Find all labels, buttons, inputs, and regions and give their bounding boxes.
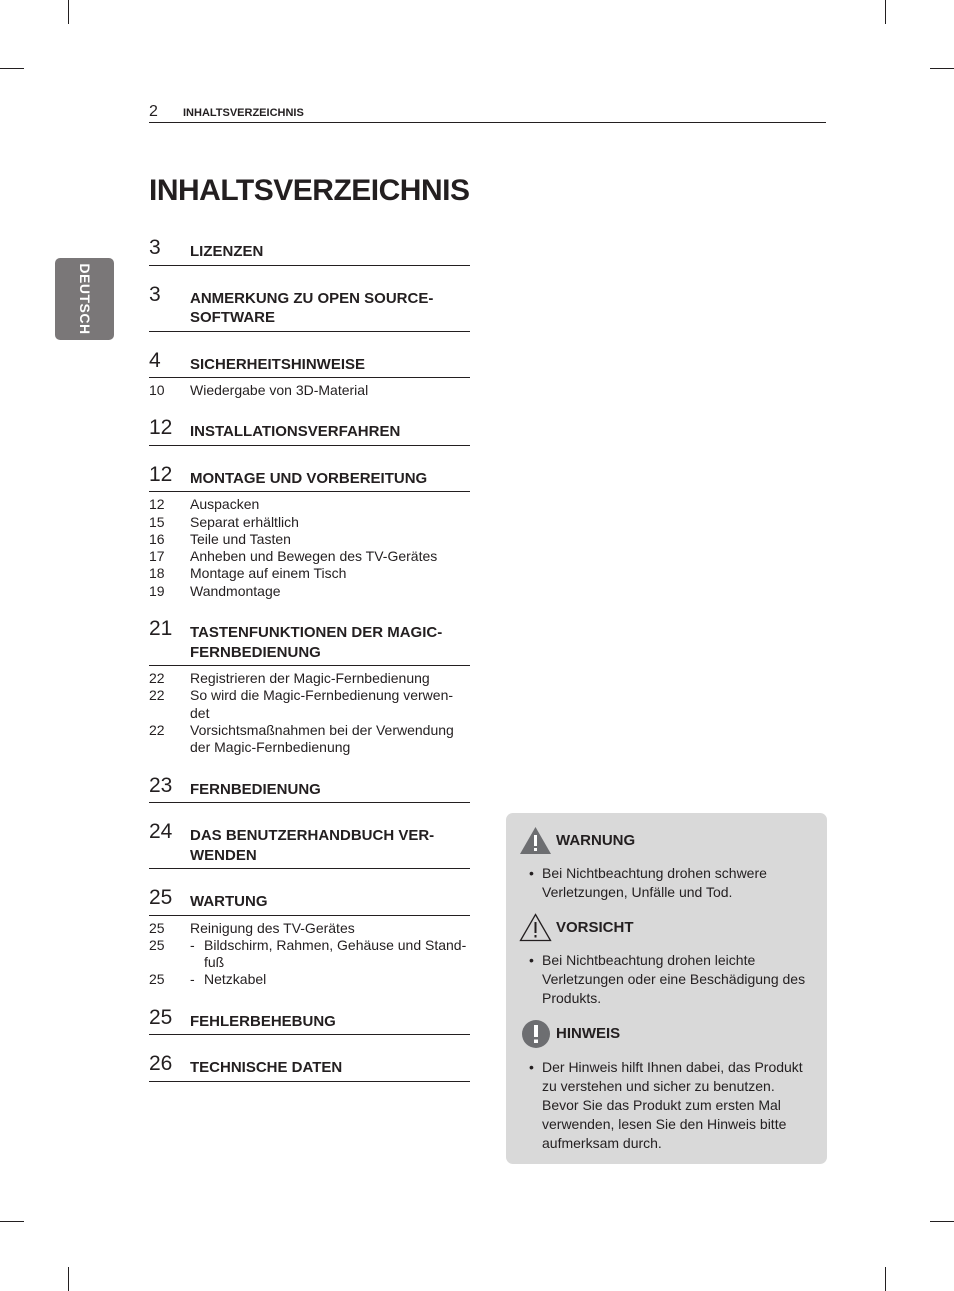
toc-subsection-title: Separat erhältlich xyxy=(190,513,299,530)
toc-section-title: SICHERHEITSHINWEISE xyxy=(190,355,366,373)
toc-subsection-page: 17 xyxy=(149,548,165,565)
toc-subsection-page: 22 xyxy=(149,721,165,738)
toc-subsection-title: Wiedergabe von 3D-Material xyxy=(190,382,369,398)
crop-mark xyxy=(885,1267,886,1291)
toc-subsection-title: So wird die Magic-Fernbedienung verwen-det xyxy=(190,687,454,721)
warning-item xyxy=(529,864,814,902)
toc-subsection-page: 15 xyxy=(149,513,165,530)
note-text: Der Hinweis hilft Ihnen dabei, das Produkt zu verstehen und sicher zu benutzen. Bevor Sie das Produkt zum ersten Mal verwenden, lesen Sie den Hinweis bitte aufmerksam durch. xyxy=(542,1059,803,1151)
toc-subsection-list xyxy=(149,670,470,756)
crop-mark xyxy=(930,1221,954,1222)
bullet: • xyxy=(529,865,534,881)
toc-section[interactable] xyxy=(149,283,470,332)
language-tab xyxy=(55,258,114,340)
toc-subsection[interactable] xyxy=(149,583,470,600)
toc-subsection-list xyxy=(149,382,470,399)
toc-section-title: DAS BENUTZERHANDBUCH VER-WENDEN xyxy=(190,827,435,864)
toc-subsection-title: Wandmontage xyxy=(190,582,281,599)
toc-section-title: TECHNISCHE DATEN xyxy=(190,1059,343,1077)
toc-subsection-title: Bildschirm, Rahmen, Gehäuse und Stand-fuß xyxy=(204,936,467,971)
note-title: HINWEIS xyxy=(556,1025,621,1042)
toc-subsection[interactable] xyxy=(149,670,470,687)
toc-section-page: 24 xyxy=(149,820,173,844)
toc-section-page: 23 xyxy=(149,773,173,797)
toc-section-page: 3 xyxy=(149,236,161,259)
toc-section-title: WARTUNG xyxy=(190,893,268,911)
page-title: INHALTSVERZEICHNIS xyxy=(149,174,470,207)
toc-subsection-title: Registrieren der Magic-Fernbedienung xyxy=(190,670,430,687)
toc-subsection[interactable] xyxy=(149,531,470,548)
toc-section-page: 21 xyxy=(149,617,173,641)
note-circle-icon xyxy=(521,1019,551,1049)
toc-section-page: 25 xyxy=(149,886,173,910)
toc-section-title: ANMERKUNG ZU OPEN SOURCE-SOFTWARE xyxy=(190,289,434,326)
toc-section[interactable] xyxy=(149,236,470,266)
crop-mark xyxy=(0,1221,24,1222)
toc-subsection[interactable] xyxy=(149,920,470,937)
caution-item xyxy=(529,951,814,1008)
toc-section[interactable] xyxy=(149,1052,470,1082)
warning-triangle-filled-icon xyxy=(519,826,552,855)
toc-subsection-title: Netzkabel xyxy=(204,971,267,988)
toc-section-page: 12 xyxy=(149,462,173,486)
toc-subsection-page: 18 xyxy=(149,565,165,582)
toc-subsection[interactable] xyxy=(149,382,470,399)
toc-section-page: 4 xyxy=(149,348,161,372)
toc-subsection-page: 19 xyxy=(149,582,165,599)
toc-section-page: 12 xyxy=(149,416,173,440)
crop-mark xyxy=(68,0,69,24)
toc-section-page: 26 xyxy=(149,1052,173,1076)
crop-mark xyxy=(885,0,886,24)
note-item xyxy=(529,1058,814,1153)
toc-subsection[interactable] xyxy=(149,496,470,513)
toc-subsection-page: 16 xyxy=(149,530,165,547)
crop-mark xyxy=(0,68,24,69)
caution-triangle-outline-icon xyxy=(519,913,552,942)
toc-section-title: INSTALLATIONSVERFAHREN xyxy=(190,423,401,441)
toc-subsection-page: 22 xyxy=(149,670,165,687)
toc-section[interactable] xyxy=(149,774,470,804)
toc-subsection-title: Montage auf einem Tisch xyxy=(190,565,347,582)
toc-subsection-list xyxy=(149,496,470,600)
bullet: • xyxy=(529,1059,534,1075)
dash-marker: - xyxy=(190,936,195,953)
table-of-contents xyxy=(149,236,470,1082)
toc-subsection-title: Anheben und Bewegen des TV-Gerätes xyxy=(190,548,438,565)
crop-mark xyxy=(930,68,954,69)
toc-subsection[interactable] xyxy=(149,971,470,988)
toc-section-title: FEHLERBEHEBUNG xyxy=(190,1012,336,1030)
caution-text: Bei Nichtbeachtung drohen leichte Verletzungen oder eine Beschädigung des Produkts. xyxy=(542,952,806,1006)
toc-section[interactable] xyxy=(149,820,470,869)
toc-section[interactable] xyxy=(149,463,470,493)
toc-section-title: TASTENFUNKTIONEN DER MAGIC-FERNBEDIENUNG xyxy=(190,624,443,661)
toc-section-title: LIZENZEN xyxy=(190,243,264,260)
toc-section[interactable] xyxy=(149,349,470,379)
toc-subsection[interactable] xyxy=(149,548,470,565)
caution-title: VORSICHT xyxy=(556,919,634,936)
toc-section-page: 25 xyxy=(149,1005,173,1029)
toc-subsection[interactable] xyxy=(149,937,470,972)
toc-subsection[interactable] xyxy=(149,722,470,757)
toc-subsection-title: Teile und Tasten xyxy=(190,530,291,547)
toc-subsection[interactable] xyxy=(149,565,470,582)
warning-text: Bei Nichtbeachtung drohen schwere Verletzungen, Unfälle und Tod. xyxy=(542,865,767,900)
toc-section-page: 3 xyxy=(149,282,161,306)
toc-section-title: FERNBEDIENUNG xyxy=(190,780,321,798)
toc-subsection-page: 22 xyxy=(149,687,165,704)
language-tab-label: DEUTSCH xyxy=(76,263,93,335)
warning-title: WARNUNG xyxy=(556,832,636,849)
notice-box xyxy=(506,813,827,1164)
crop-mark xyxy=(68,1267,69,1291)
toc-subsection-page: 10 xyxy=(149,382,165,398)
toc-subsection-page: 12 xyxy=(149,496,165,513)
toc-section[interactable] xyxy=(149,886,470,916)
toc-subsection-title: Reinigung des TV-Gerätes xyxy=(190,919,355,936)
toc-subsection-list xyxy=(149,920,470,989)
running-title: INHALTSVERZEICHNIS xyxy=(183,107,304,119)
toc-subsection-page: 25 xyxy=(149,919,165,936)
toc-subsection[interactable] xyxy=(149,687,470,722)
bullet: • xyxy=(529,952,534,968)
toc-subsection-title: Auspacken xyxy=(190,496,260,513)
toc-subsection-page: 25 xyxy=(149,936,165,953)
toc-section[interactable] xyxy=(149,416,470,446)
toc-section[interactable] xyxy=(149,617,470,666)
page-number: 2 xyxy=(149,103,158,120)
toc-subsection-page: 25 xyxy=(149,971,165,988)
toc-section[interactable] xyxy=(149,1006,470,1036)
toc-subsection[interactable] xyxy=(149,514,470,531)
dash-marker: - xyxy=(190,971,195,988)
toc-section-title: MONTAGE UND VORBEREITUNG xyxy=(190,469,428,487)
toc-subsection-title: Vorsichtsmaßnahmen bei der Verwendung der Magic-Fernbedienung xyxy=(190,721,454,756)
page-header xyxy=(149,104,826,123)
